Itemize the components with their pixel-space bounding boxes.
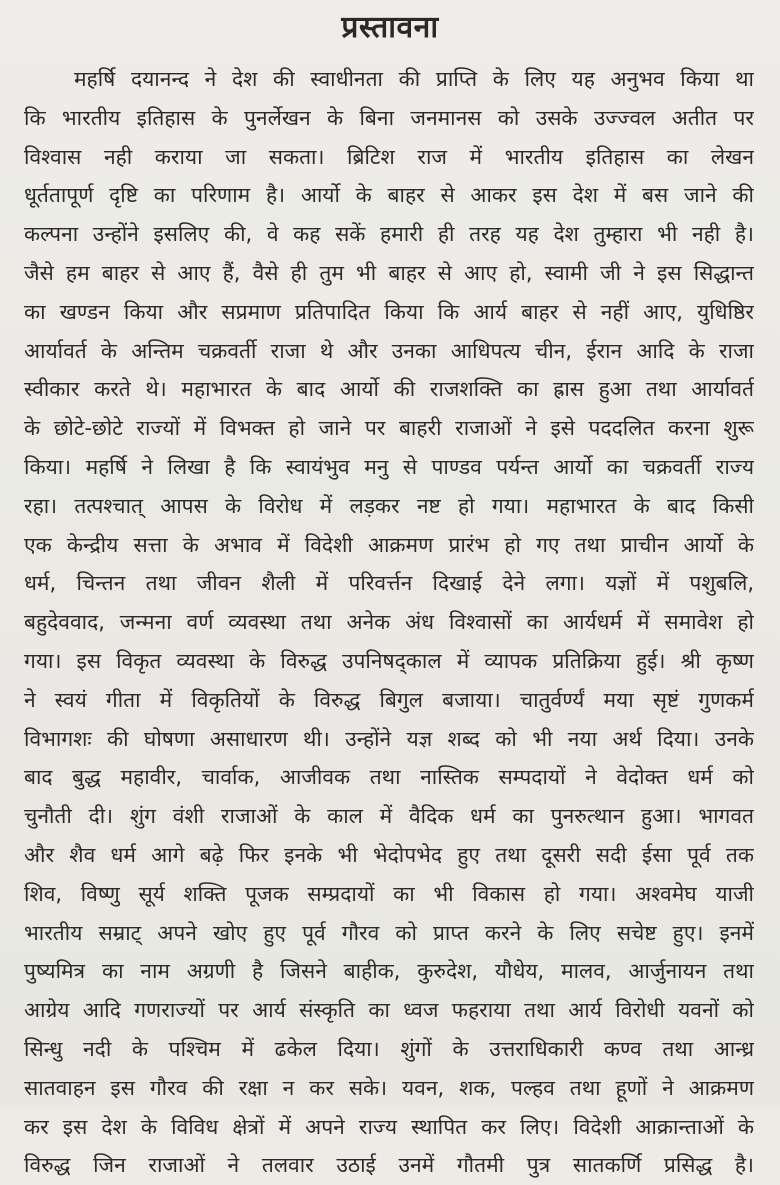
text-line: चुनौती दी। शुंग वंशी राजाओं के काल में वैदिक धर्म का पुनरुत्थान हुआ। भागवत — [24, 804, 754, 829]
text-line: का खण्डन किया और सप्रमाण प्रतिपादित किया कि आर्य बाहर से नहीं आए, युधिष्ठिर — [24, 299, 754, 324]
text-line: आर्यावर्त के अन्तिम चक्रवर्ती राजा थे और उनका आधिपत्य चीन, ईरान आदि के राजा — [24, 338, 754, 363]
text-line: कर इस देश के विविध क्षेत्रों में अपने राज्य स्थापित कर लिए। विदेशी आक्रान्ताओं के — [24, 1114, 754, 1139]
text-line: पुष्यमित्र का नाम अग्रणी है जिसने बाहीक, कुरुदेश, यौधेय, मालव, आर्जुनायन तथा — [24, 959, 754, 984]
text-line: जैसे हम बाहर से आए हैं, वैसे ही तुम भी बाहर से आए हो, स्वामी जी ने इस सिद्धान्त — [24, 260, 754, 285]
text-line: भारतीय सम्राट् अपने खोए हुए पूर्व गौरव को प्राप्त करने के लिए सचेष्ट हुए। इनमें — [24, 920, 754, 945]
text-line: एक केन्द्रीय सत्ता के अभाव में विदेशी आक्रमण प्रारंभ हो गए तथा प्राचीन आर्यो के — [24, 532, 754, 557]
text-line: धूर्ततापूर्ण दृष्टि का परिणाम है। आर्यो के बाहर से आकर इस देश में बस जाने की — [24, 183, 754, 208]
text-line: कि भारतीय इतिहास के पुनर्लेखन के बिना जनमानस को उसके उज्ज्वल अतीत पर — [24, 105, 754, 130]
text-line: गया। इस विकृत व्यवस्था के विरुद्ध उपनिषद्काल में व्यापक प्रतिक्रिया हुई। श्री कृष्ण — [24, 648, 754, 673]
text-line: आग्रेय आदि गणराज्यों पर आर्य संस्कृति का ध्वज फहराया तथा आर्य विरोधी यवनों को — [24, 998, 754, 1023]
text-line: ने स्वयं गीता में विकृतियों के विरुद्ध बिगुल बजाया। चातुर्वर्ण्यं मया सृष्टं गुणकर्म — [24, 687, 754, 712]
body-paragraph — [24, 60, 754, 1185]
text-line: सिन्धु नदी के पश्चिम में ढकेल दिया। शुंगों के उत्तराधिकारी कण्व तथा आन्ध्र — [24, 1036, 754, 1061]
text-line: बहुदेववाद, जन्मना वर्ण व्यवस्था तथा अनेक अंध विश्वासों का आर्यधर्म में समावेश हो — [24, 610, 754, 635]
text-line: धर्म, चिन्तन तथा जीवन शैली में परिवर्त्तन दिखाई देने लगा। यज्ञों में पशुबलि, — [24, 571, 754, 596]
text-line: विरुद्ध जिन राजाओं ने तलवार उठाई उनमें गौतमी पुत्र सातकर्णि प्रसिद्ध है। — [24, 1153, 754, 1178]
text-line: विभागशः की घोषणा असाधारण थी। उन्होंने यज्ञ शब्द को भी नया अर्थ दिया। उनके — [24, 726, 754, 751]
text-line: बाद बुद्ध महावीर, चार्वाक, आजीवक तथा नास्तिक सम्पदायों ने वेदोक्त धर्म को — [24, 765, 754, 790]
text-line: विश्वास नही कराया जा सकता। ब्रिटिश राज में भारतीय इतिहास का लेखन — [24, 144, 754, 169]
text-line: सातवाहन इस गौरव की रक्षा न कर सके। यवन, शक, पल्हव तथा हूणों ने आक्रमण — [24, 1075, 754, 1100]
text-line: रहा। तत्पश्चात् आपस के विरोध में लड़कर नष्ट हो गया। महाभारत के बाद किसी — [24, 493, 754, 518]
text-line: कल्पना उन्होंने इसलिए की, वे कह सकें हमारी ही तरह यह देश तुम्हारा भी नही है। — [24, 222, 754, 247]
text-line: महर्षि दयानन्द ने देश की स्वाधीनता की प्राप्ति के लिए यह अनुभव किया था — [74, 67, 754, 91]
text-line: शिव, विष्णु सूर्य शक्ति पूजक सम्प्रदायों का भी विकास हो गया। अश्वमेघ याजी — [24, 881, 754, 906]
page-title: प्रस्तावना — [341, 10, 439, 45]
text-line: किया। महर्षि ने लिखा है कि स्वायंभुव मनु से पाण्डव पर्यन्त आर्यो का चक्रवर्ती राज्य — [24, 454, 754, 479]
text-line: स्वीकार करते थे। महाभारत के बाद आर्यो की राजशक्ति का ह्रास हुआ तथा आर्यावर्त — [24, 377, 754, 402]
text-line: और शैव धर्म आगे बढ़े फिर इनके भी भेदोपभेद हुए तथा दूसरी सदी ईसा पूर्व तक — [24, 842, 754, 867]
text-line: के छोटे-छोटे राज्यों में विभक्त हो जाने पर बाहरी राजाओं ने इसे पददलित करना शुरू — [24, 416, 754, 441]
